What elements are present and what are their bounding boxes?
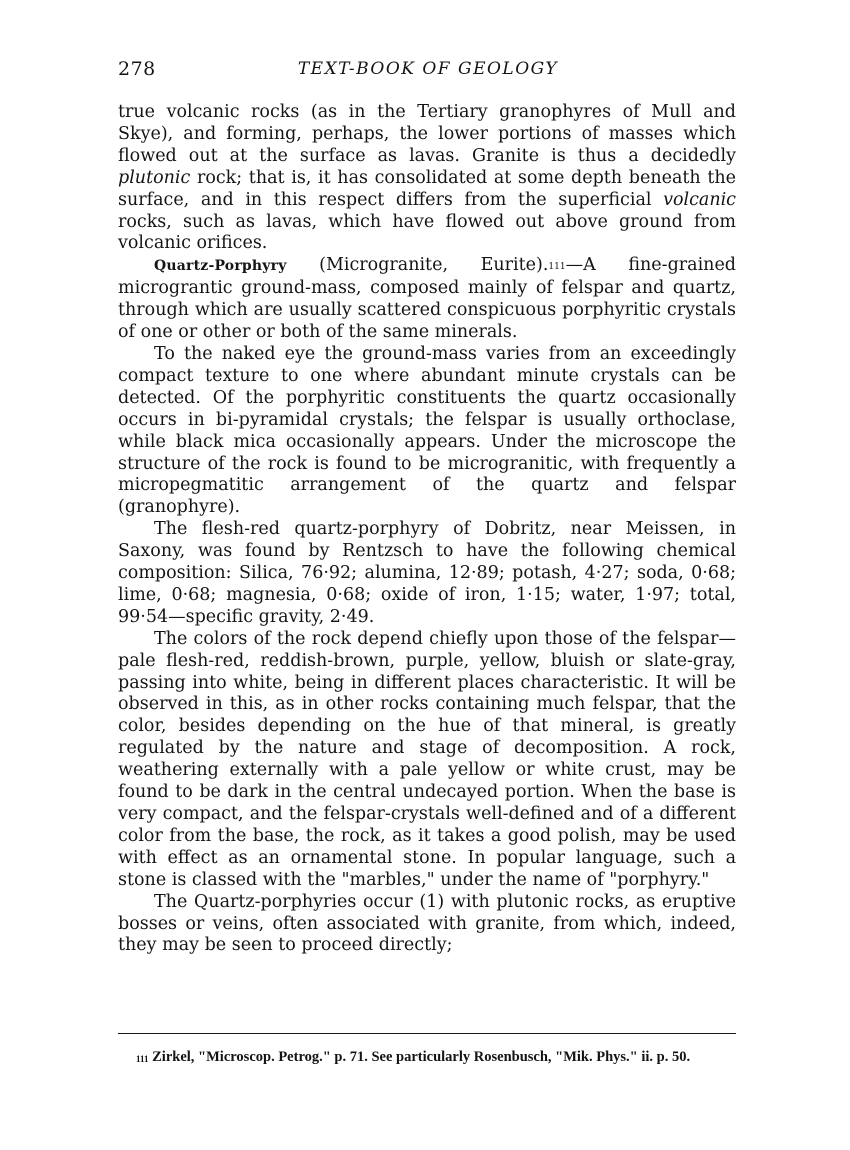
emphasis-volcanic: volcanic xyxy=(663,189,736,210)
paragraph-dobritz-composition: The flesh-red quartz-porphyry of Dobritz, near Meissen, in Saxony, was found by Rentzsch to have the following chemical composition: Silica, 76·92; alumina, 12·89; potash, 4·27; soda, 0·68; lime, 0·68; magnesia, 0·68; oxide of iron, 1·15; water, 1·97; total, 99·54—specific gravity, 2·49. xyxy=(118,519,736,627)
paragraph-colors: The colors of the rock depend chiefly upon those of the felspar—pale flesh-red, reddish-brown, purple, yellow, bluish or slate-gray, passing into white, being in different places characteristic. It will be observed in this, as in other rocks containing much felspar, that the color, besides depending on the hue of that mineral, is greatly regulated by the nature and stage of decomposition. A rock, weathering externally with a pale yellow or white crust, may be found to be dark in the central undecayed portion. When the base is very compact, and the felspar-crystals well-defined and of a different color from the base, the rock, as it takes a good polish, may be used with effect as an ornamental stone. In popular language, such a stone is classed with the "marbles," under the name of "porphyry." xyxy=(118,628,736,890)
book-title: TEXT-BOOK OF GEOLOGY xyxy=(297,59,559,79)
emphasis-plutonic: plutonic xyxy=(118,167,191,188)
footnote-reference[interactable]: 111 xyxy=(548,262,566,273)
footnote xyxy=(118,1048,736,1066)
section-heading-quartz-porphyry: Quartz-Porphyry xyxy=(154,258,287,275)
paragraph-quartz-porphyry: Quartz-Porphyry (Microgranite, Eurite).$^{111}$—A fine-grained micrograntic ground-mass, composed mainly of felspar and quartz, through which are usually scattered conspicuous porphyritic crystals of one or other or both of the same minerals. xyxy=(118,255,737,343)
body-text xyxy=(118,102,736,957)
paragraph-naked-eye: To the naked eye the ground-mass varies from an exceedingly compact texture to one where abundant minute crystals can be detected. Of the porphyritic constituents the quartz occasionally occurs in bi-pyramidal crystals; the felspar is usually orthoclase, while black mica occasionally appears. Under the microscope the structure of the rock is found to be microgranitic, with frequently a micropegmatitic arrangement of the quartz and felspar (granophyre). xyxy=(118,343,736,518)
page-number: 278 xyxy=(118,58,156,80)
paragraph-occurrence: The Quartz-porphyries occur (1) with plutonic rocks, as eruptive bosses or veins, often associated with granite, from which, indeed, they may be seen to proceed directly; xyxy=(118,891,736,956)
footnote-number: 111 xyxy=(136,1054,149,1064)
footnote-divider xyxy=(118,1033,736,1034)
paragraph-granite-plutonic: true volcanic rocks (as in the Tertiary granophyres of Mull and Skye), and forming, perhaps, the lower portions of masses which flowed out at the surface as lavas. Granite is thus a decidedly plutonic rock; that is, it has consolidated at some depth beneath the surface, and in this respect differs from the superficial volcanic rocks, such as lavas, which have flowed out above ground from volcanic orifices. xyxy=(118,102,736,254)
running-head xyxy=(118,58,738,84)
footnote-text: Zirkel, "Microscop. Petrog." p. 71. See particularly Rosenbusch, "Mik. Phys." ii. p. 50. xyxy=(148,1049,691,1065)
